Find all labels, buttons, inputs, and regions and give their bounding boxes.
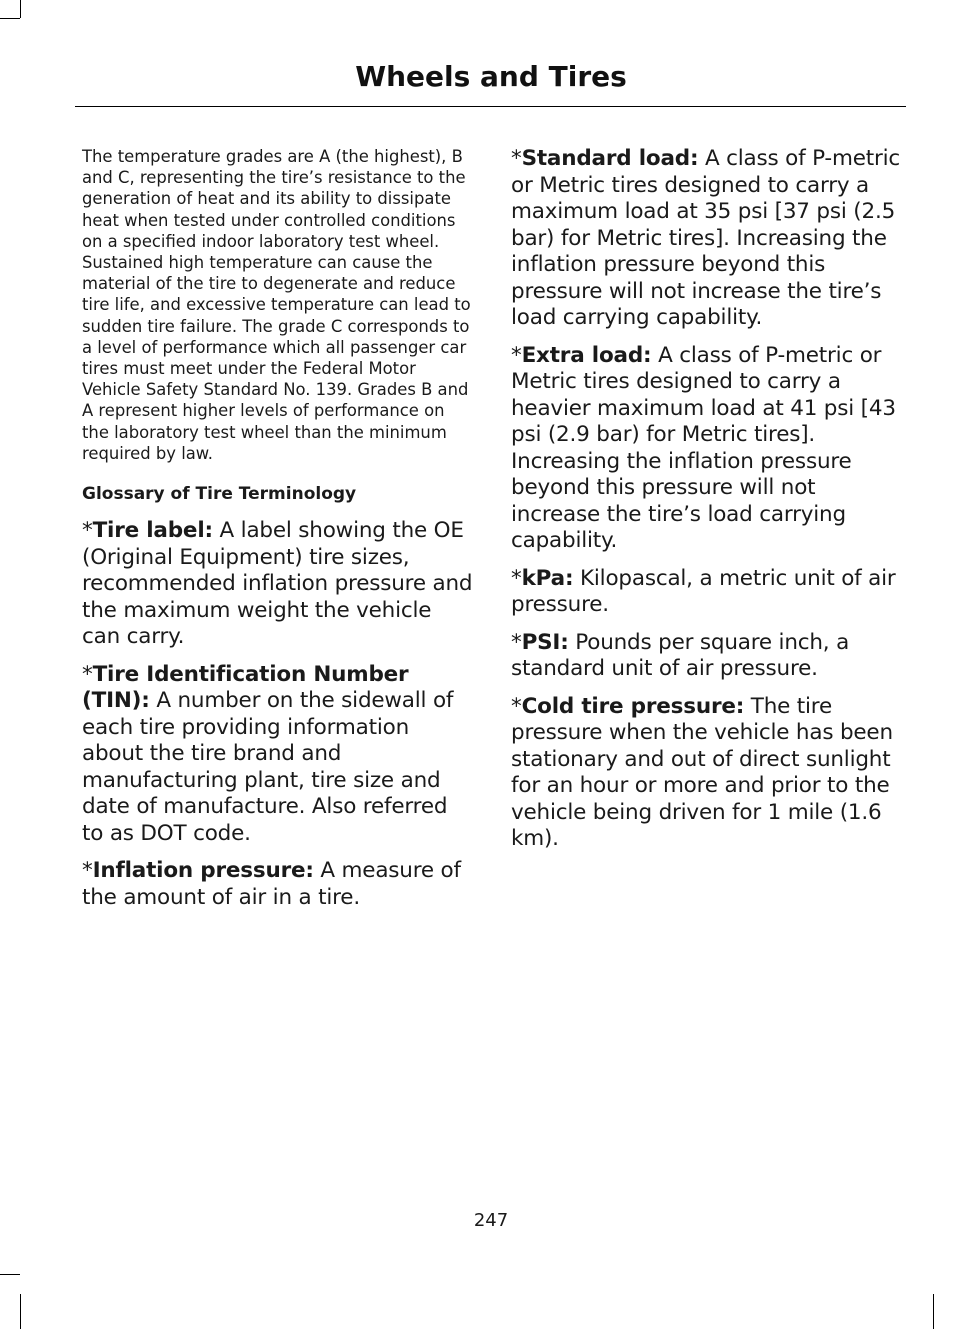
entry-term: Inflation pressure: — [92, 858, 314, 884]
entry-prefix: * — [511, 565, 522, 591]
entry-prefix: * — [82, 858, 93, 884]
entry-definition: A number on the sidewall of each tire providing information about the tire brand and manufacturing plant, tire size and date of manufacture. Also referred to as DOT code. — [82, 688, 454, 846]
entry-term: Cold tire pressure: — [521, 693, 745, 719]
glossary-entry-standard-load — [511, 146, 903, 332]
left-column — [82, 146, 474, 922]
entry-term: Tire label: — [92, 518, 213, 544]
glossary-entry-cold-tire-pressure — [511, 694, 903, 853]
entry-definition: A label showing the OE (Original Equipment) tire sizes, recommended inflation pressure and the maximum weight the vehicle can carry. — [82, 518, 473, 650]
glossary-entry-kpa — [511, 566, 903, 619]
crop-mark-bottom-left-horizontal — [0, 1274, 20, 1275]
entry-definition: A class of P-metric or Metric tires designed to carry a maximum load at 35 psi [37 psi (2.5 bar) for Metric tires]. Increasing the inflation pressure beyond this pressure will not increase the tire’s load carrying capability. — [511, 146, 900, 330]
glossary-entry-tin — [82, 662, 474, 848]
crop-mark-top-left-horizontal — [0, 18, 20, 19]
glossary-entry-extra-load — [511, 343, 903, 555]
entry-term: Standard load: — [521, 146, 699, 171]
entry-prefix: * — [511, 629, 522, 655]
entry-definition: Pounds per square inch, a standard unit of air pressure. — [511, 629, 850, 681]
entry-term: Tire Identification Number (TIN): — [82, 661, 409, 714]
glossary-heading: Glossary of Tire Terminology — [82, 484, 357, 505]
crop-mark-top-left-vertical — [20, 0, 21, 18]
entry-definition: A measure of the amount of air in a tire. — [82, 858, 461, 910]
right-column — [511, 146, 903, 864]
entry-prefix: * — [511, 342, 522, 368]
glossary-entry-psi — [511, 630, 903, 683]
header-divider — [75, 106, 906, 107]
page-title: Wheels and Tires — [355, 60, 627, 93]
entry-definition: A class of P-metric or Metric tires designed to carry a heavier maximum load at 41 psi [43 psi (2.9 bar) for Metric tires]. Increasing the inflation pressure beyond this pressure will not increase the tire’s load carrying capability. — [511, 342, 896, 553]
entry-prefix: * — [511, 146, 522, 171]
glossary-entry-tire-label — [82, 518, 474, 651]
crop-mark-bottom-left-vertical — [20, 1294, 21, 1329]
glossary-entry-inflation-pressure — [82, 858, 474, 911]
entry-prefix: * — [82, 518, 93, 544]
entry-prefix: * — [511, 693, 522, 719]
entry-term: kPa: — [521, 565, 574, 591]
entry-term: PSI: — [521, 629, 569, 655]
crop-mark-bottom-right-vertical — [933, 1294, 934, 1329]
page-number: 247 — [473, 1210, 509, 1231]
entry-term: Extra load: — [521, 342, 652, 368]
entry-definition: Kilopascal, a metric unit of air pressure. — [511, 565, 896, 617]
entry-definition: The tire pressure when the vehicle has been stationary and out of direct sunlight for an hour or more and prior to the vehicle being driven for 1 mile (1.6 km). — [511, 693, 893, 851]
entry-prefix: * — [82, 661, 93, 687]
temperature-grades-paragraph: The temperature grades are A (the highest), B and C, representing the tire’s resistance to the generation of heat and its ability to dissipate heat when tested under controlled conditions on a specified indoor laboratory test wheel. Sustained high temperature can cause the material of the tire to degenerate and reduce tire life, and excessive temperature can lead to sudden tire failure. The grade C corresponds to a level of performance which all passenger car tires must meet under the Federal Motor Vehicle Safety Standard No. 139. Grades B and A represent higher levels of performance on the laboratory test wheel than the minimum required by law. — [82, 147, 471, 463]
